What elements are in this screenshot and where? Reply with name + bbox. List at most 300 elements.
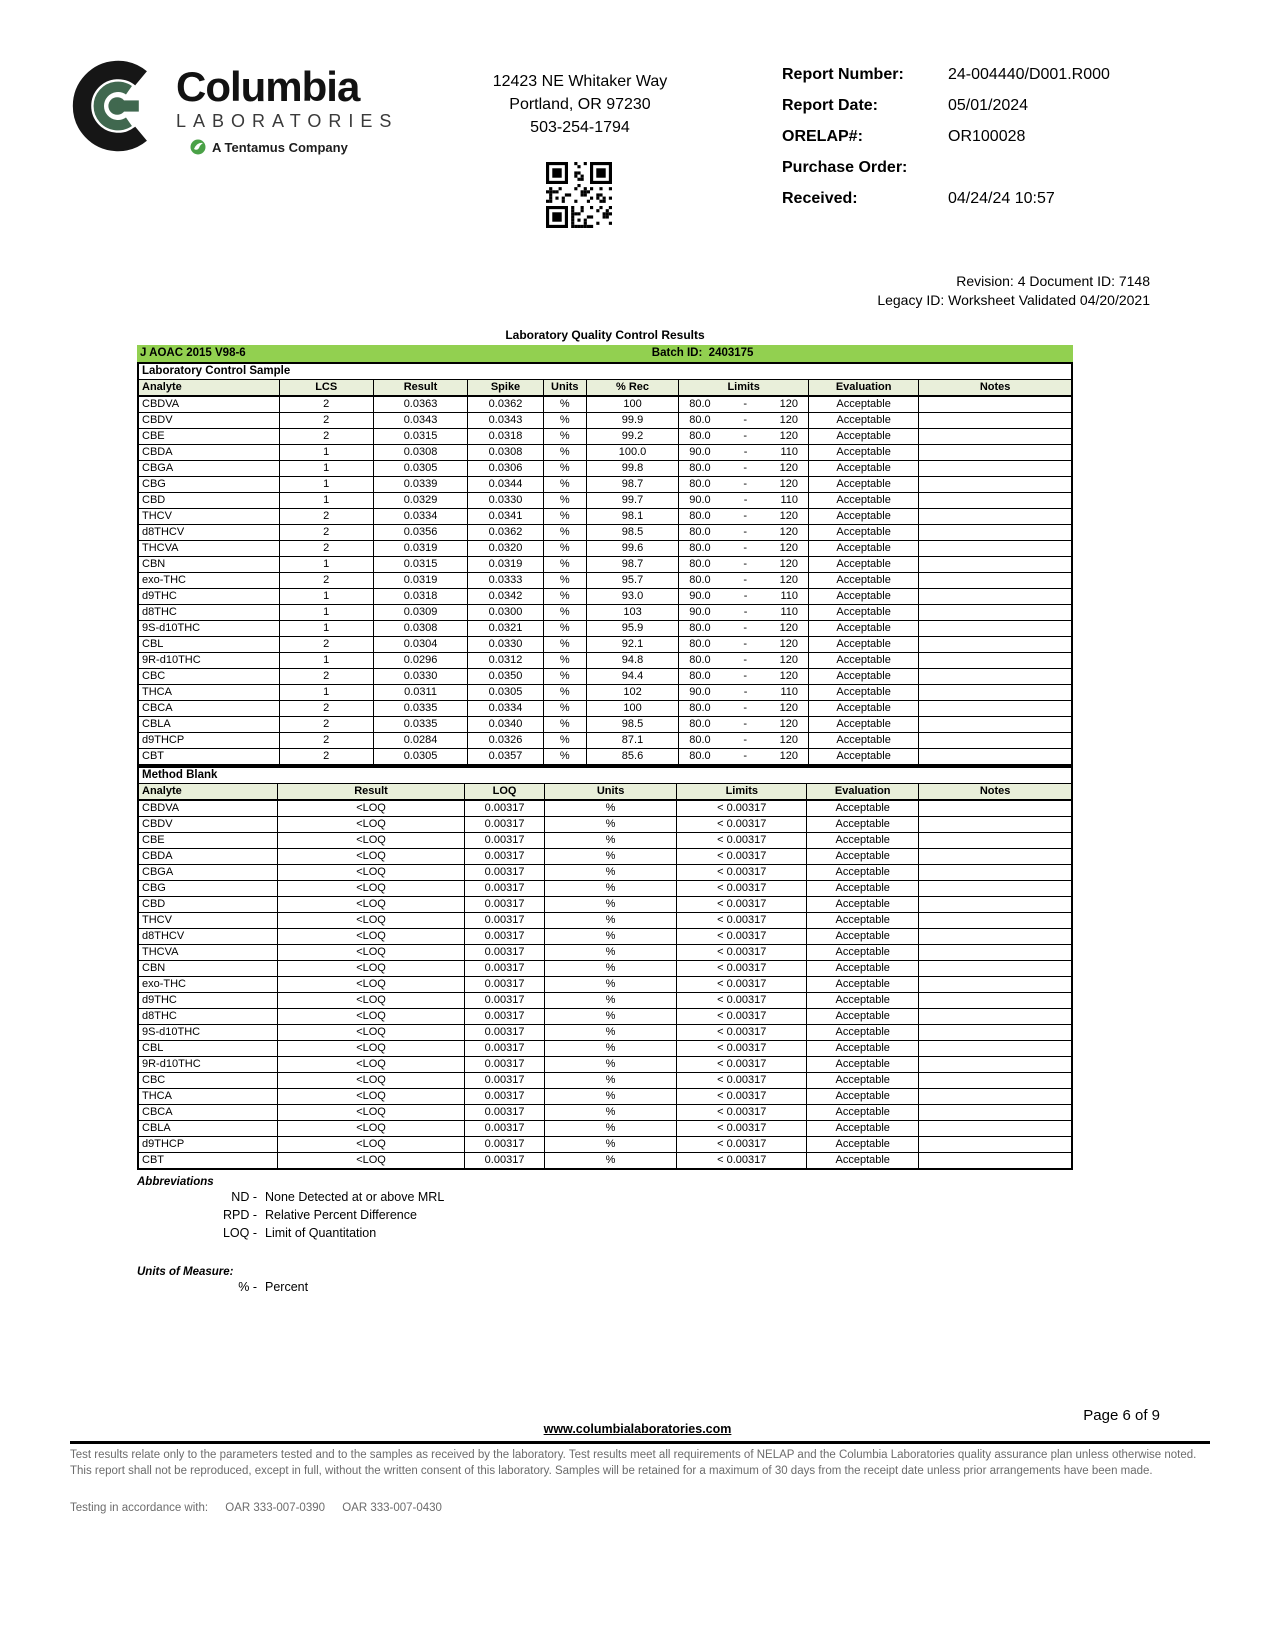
limits-cell: < 0.00317 [677,817,807,833]
lcs-cell: 2 [279,669,373,685]
result-cell: <LOQ [277,1009,465,1025]
lcs-row [138,493,1072,509]
units-cell: % [544,1105,677,1121]
notes-cell [919,396,1072,413]
evaluation-cell: Acceptable [809,461,919,477]
loq-cell: 0.00317 [465,1137,544,1153]
lcs-cell: 2 [279,413,373,429]
evaluation-cell: Acceptable [807,1121,919,1137]
analyte-cell: CBD [138,493,279,509]
limits-cell: < 0.00317 [677,1121,807,1137]
spike-cell: 0.0330 [468,637,544,653]
units-cell: % [543,477,586,493]
mb-row [138,913,1072,929]
lab-address [430,70,730,139]
mb-col-analyte: Analyte [138,784,277,801]
limits-cell: < 0.00317 [677,913,807,929]
lcs-cell: 2 [279,749,373,766]
analyte-cell: d8THC [138,1009,277,1025]
lcs-cell: 2 [279,509,373,525]
limits-cell: 80.0 - 120 [679,621,809,637]
limits-cell: 90.0 - 110 [679,605,809,621]
units-cell: % [544,1153,677,1170]
result-cell: 0.0305 [373,461,467,477]
result-cell: <LOQ [277,961,465,977]
footer-testing-standards [70,1502,442,1514]
evaluation-cell: Acceptable [809,733,919,749]
rec-cell: 95.7 [586,573,678,589]
mb-col-result: Result [277,784,465,801]
spike-cell: 0.0344 [468,477,544,493]
notes-cell [919,849,1072,865]
units-cell: % [543,605,586,621]
evaluation-cell: Acceptable [809,396,919,413]
uom-percent-key: % - [238,1280,257,1294]
rec-cell: 87.1 [586,733,678,749]
evaluation-cell: Acceptable [809,701,919,717]
notes-cell [919,913,1072,929]
result-cell: <LOQ [277,1089,465,1105]
legacy-id-line: Legacy ID: Worksheet Validated 04/20/2021 [877,292,1150,308]
result-cell: <LOQ [277,817,465,833]
rec-cell: 92.1 [586,637,678,653]
evaluation-cell: Acceptable [807,1025,919,1041]
lcs-row [138,541,1072,557]
analyte-cell: CBG [138,477,279,493]
evaluation-cell: Acceptable [809,525,919,541]
result-cell: <LOQ [277,1137,465,1153]
analyte-cell: CBT [138,1153,277,1170]
limits-cell: 80.0 - 120 [679,461,809,477]
result-cell: <LOQ [277,1153,465,1170]
notes-cell [919,621,1072,637]
rec-cell: 98.7 [586,477,678,493]
units-cell: % [544,800,677,817]
units-cell: % [543,669,586,685]
evaluation-cell: Acceptable [807,1153,919,1170]
mb-row [138,1105,1072,1121]
result-cell: <LOQ [277,945,465,961]
report-date-label: Report Date: [782,97,879,114]
result-cell: 0.0335 [373,701,467,717]
units-cell: % [543,557,586,573]
testing-prefix: Testing in accordance with: [70,1502,209,1514]
limits-cell: < 0.00317 [677,1073,807,1089]
lcs-cell: 1 [279,461,373,477]
mb-row [138,897,1072,913]
lcs-row [138,589,1072,605]
orelap-label: ORELAP#: [782,128,863,145]
limits-cell: 80.0 - 120 [679,637,809,653]
spike-cell: 0.0319 [468,557,544,573]
page-number: Page 6 of 9 [1083,1407,1160,1424]
analyte-cell: CBT [138,749,279,766]
lcs-col-limits: Limits [679,380,809,397]
analyte-cell: CBE [138,429,279,445]
mb-row [138,945,1072,961]
units-cell: % [544,1009,677,1025]
loq-cell: 0.00317 [465,800,544,817]
analyte-cell: d8THCV [138,929,277,945]
loq-cell: 0.00317 [465,945,544,961]
analyte-cell: CBC [138,669,279,685]
mb-row [138,1009,1072,1025]
mb-row [138,961,1072,977]
evaluation-cell: Acceptable [809,749,919,766]
limits-cell: 80.0 - 120 [679,477,809,493]
evaluation-cell: Acceptable [809,509,919,525]
result-cell: 0.0308 [373,621,467,637]
batch-id-label: Batch ID: [651,347,703,359]
spike-cell: 0.0326 [468,733,544,749]
limits-cell: 80.0 - 120 [679,429,809,445]
evaluation-cell: Acceptable [809,477,919,493]
lcs-row [138,509,1072,525]
units-cell: % [543,733,586,749]
lcs-cell: 1 [279,493,373,509]
lcs-cell: 2 [279,733,373,749]
notes-cell [919,881,1072,897]
spike-cell: 0.0305 [468,685,544,701]
result-cell: 0.0343 [373,413,467,429]
notes-cell [919,429,1072,445]
notes-cell [919,1089,1072,1105]
spike-cell: 0.0350 [468,669,544,685]
result-cell: 0.0356 [373,525,467,541]
lcs-cell: 1 [279,605,373,621]
analyte-cell: d9THC [138,589,279,605]
limits-cell: 80.0 - 120 [679,749,809,766]
result-cell: 0.0311 [373,685,467,701]
mb-row [138,1137,1072,1153]
limits-cell: 80.0 - 120 [679,701,809,717]
spike-cell: 0.0342 [468,589,544,605]
abbr-loq [137,1224,1073,1242]
analyte-cell: d9THC [138,993,277,1009]
evaluation-cell: Acceptable [809,605,919,621]
lcs-cell: 2 [279,541,373,557]
units-cell: % [543,541,586,557]
abbr-loq-def: Limit of Quantitation [265,1226,377,1240]
result-cell: 0.0315 [373,429,467,445]
rec-cell: 98.5 [586,525,678,541]
lcs-cell: 1 [279,557,373,573]
evaluation-cell: Acceptable [809,429,919,445]
orelap-value: OR100028 [948,128,1026,145]
evaluation-cell: Acceptable [807,1057,919,1073]
evaluation-cell: Acceptable [809,573,919,589]
rec-cell: 100 [586,396,678,413]
notes-cell [919,733,1072,749]
analyte-cell: CBDA [138,849,277,865]
mb-row [138,865,1072,881]
result-cell: <LOQ [277,833,465,849]
notes-cell [919,557,1072,573]
analyte-cell: CBG [138,881,277,897]
units-cell: % [543,573,586,589]
qr-code [546,162,612,228]
limits-cell: 80.0 - 120 [679,525,809,541]
rec-cell: 99.7 [586,493,678,509]
units-cell: % [543,525,586,541]
lcs-cell: 2 [279,701,373,717]
evaluation-cell: Acceptable [807,929,919,945]
result-cell: <LOQ [277,849,465,865]
limits-cell: 80.0 - 120 [679,413,809,429]
result-cell: <LOQ [277,865,465,881]
notes-cell [919,1041,1072,1057]
evaluation-cell: Acceptable [809,445,919,461]
analyte-cell: CBDV [138,817,277,833]
rec-cell: 98.7 [586,557,678,573]
spike-cell: 0.0357 [468,749,544,766]
analyte-cell: CBN [138,961,277,977]
result-cell: 0.0335 [373,717,467,733]
units-cell: % [544,1041,677,1057]
rec-cell: 99.9 [586,413,678,429]
limits-cell: 80.0 - 120 [679,541,809,557]
analyte-cell: THCVA [138,541,279,557]
lcs-cell: 2 [279,396,373,413]
notes-cell [919,1057,1072,1073]
spike-cell: 0.0306 [468,461,544,477]
lcs-row [138,621,1072,637]
analyte-cell: exo-THC [138,977,277,993]
analyte-cell: CBD [138,897,277,913]
lcs-table-body [138,396,1072,765]
notes-cell [919,461,1072,477]
report-date-value: 05/01/2024 [948,97,1029,114]
analyte-cell: THCV [138,913,277,929]
units-cell: % [544,961,677,977]
analyte-cell: d8THCV [138,525,279,541]
mb-row [138,1073,1072,1089]
notes-cell [919,701,1072,717]
loq-cell: 0.00317 [465,865,544,881]
lcs-col-result: Result [373,380,467,397]
limits-cell: < 0.00317 [677,929,807,945]
evaluation-cell: Acceptable [809,653,919,669]
lcs-row [138,413,1072,429]
lcs-table [137,362,1073,766]
lcs-row [138,461,1072,477]
notes-cell [919,1073,1072,1089]
uom-percent [137,1278,1073,1296]
loq-cell: 0.00317 [465,849,544,865]
notes-cell [919,800,1072,817]
result-cell: <LOQ [277,977,465,993]
logo-tagline: A Tentamus Company [212,139,348,155]
evaluation-cell: Acceptable [807,913,919,929]
evaluation-cell: Acceptable [809,589,919,605]
address-line-2: Portland, OR 97230 [509,96,651,113]
lcs-row [138,717,1072,733]
rec-cell: 99.8 [586,461,678,477]
rec-cell: 94.8 [586,653,678,669]
lcs-row [138,477,1072,493]
spike-cell: 0.0340 [468,717,544,733]
result-cell: <LOQ [277,881,465,897]
analyte-cell: CBLA [138,717,279,733]
method-name: J AOAC 2015 V98-6 [140,347,246,359]
units-cell: % [544,897,677,913]
loq-cell: 0.00317 [465,1089,544,1105]
spike-cell: 0.0318 [468,429,544,445]
units-cell: % [544,1057,677,1073]
abbr-rpd [137,1206,1073,1224]
loq-cell: 0.00317 [465,977,544,993]
lcs-col-analyte: Analyte [138,380,279,397]
rec-cell: 99.2 [586,429,678,445]
lcs-row [138,429,1072,445]
notes-cell [919,1025,1072,1041]
result-cell: <LOQ [277,993,465,1009]
units-cell: % [544,833,677,849]
evaluation-cell: Acceptable [807,977,919,993]
notes-cell [919,1009,1072,1025]
evaluation-cell: Acceptable [807,1089,919,1105]
analyte-cell: d9THCP [138,733,279,749]
loq-cell: 0.00317 [465,993,544,1009]
lcs-row [138,573,1072,589]
result-cell: <LOQ [277,800,465,817]
evaluation-cell: Acceptable [807,849,919,865]
company-logo [70,58,398,155]
units-cell: % [543,653,586,669]
evaluation-cell: Acceptable [807,833,919,849]
limits-cell: 90.0 - 110 [679,445,809,461]
evaluation-cell: Acceptable [807,800,919,817]
mb-row [138,1041,1072,1057]
notes-cell [919,477,1072,493]
mb-row [138,1121,1072,1137]
result-cell: 0.0329 [373,493,467,509]
lcs-cell: 1 [279,685,373,701]
limits-cell: < 0.00317 [677,961,807,977]
website-link[interactable]: www.columbialaboratories.com [543,1422,732,1436]
logo-name: Columbia [176,63,360,110]
units-cell: % [543,396,586,413]
notes-cell [919,865,1072,881]
loq-cell: 0.00317 [465,929,544,945]
result-cell: 0.0309 [373,605,467,621]
abbr-loq-key: LOQ - [222,1226,257,1240]
rec-cell: 98.1 [586,509,678,525]
limits-cell: 90.0 - 110 [679,493,809,509]
notes-cell [919,445,1072,461]
result-cell: 0.0319 [373,573,467,589]
abbr-nd-def: None Detected at or above MRL [265,1190,445,1204]
rec-cell: 94.4 [586,669,678,685]
units-cell: % [543,413,586,429]
units-cell: % [544,993,677,1009]
notes-cell [919,589,1072,605]
lcs-row [138,525,1072,541]
result-cell: 0.0319 [373,541,467,557]
spike-cell: 0.0343 [468,413,544,429]
loq-cell: 0.00317 [465,913,544,929]
loq-cell: 0.00317 [465,1153,544,1170]
evaluation-cell: Acceptable [809,717,919,733]
notes-cell [919,929,1072,945]
limits-cell: < 0.00317 [677,993,807,1009]
lcs-row [138,733,1072,749]
spike-cell: 0.0312 [468,653,544,669]
units-cell: % [543,621,586,637]
limits-cell: 80.0 - 120 [679,573,809,589]
notes-cell [919,945,1072,961]
result-cell: <LOQ [277,929,465,945]
limits-cell: < 0.00317 [677,945,807,961]
mb-col-limits: Limits [677,784,807,801]
loq-cell: 0.00317 [465,1105,544,1121]
address-line-1: 12423 NE Whitaker Way [492,73,668,90]
units-cell: % [543,749,586,766]
lcs-col-rec: % Rec [586,380,678,397]
result-cell: <LOQ [277,1121,465,1137]
analyte-cell: CBGA [138,461,279,477]
analyte-cell: THCA [138,1089,277,1105]
abbr-rpd-def: Relative Percent Difference [265,1208,417,1222]
loq-cell: 0.00317 [465,1121,544,1137]
analyte-cell: THCA [138,685,279,701]
notes-cell [919,1121,1072,1137]
lcs-row [138,445,1072,461]
limits-cell: < 0.00317 [677,800,807,817]
result-cell: 0.0330 [373,669,467,685]
units-cell: % [544,1121,677,1137]
units-cell: % [543,445,586,461]
analyte-cell: CBDVA [138,396,279,413]
analyte-cell: CBCA [138,701,279,717]
limits-cell: < 0.00317 [677,849,807,865]
received-value: 04/24/24 10:57 [948,190,1055,207]
limits-cell: 80.0 - 120 [679,509,809,525]
testing-standard-1: OAR 333-007-0390 [225,1502,326,1514]
analyte-cell: CBC [138,1073,277,1089]
notes-cell [919,1153,1072,1170]
evaluation-cell: Acceptable [807,1137,919,1153]
notes-cell [919,637,1072,653]
mb-row [138,1089,1072,1105]
lcs-cell: 2 [279,637,373,653]
notes-cell [919,413,1072,429]
method-blank-table [137,766,1073,1170]
qc-title: Laboratory Quality Control Results [505,328,705,342]
result-cell: <LOQ [277,913,465,929]
result-cell: 0.0318 [373,589,467,605]
analyte-cell: THCVA [138,945,277,961]
lcs-row [138,396,1072,413]
result-cell: 0.0284 [373,733,467,749]
evaluation-cell: Acceptable [809,621,919,637]
notes-cell [919,605,1072,621]
spike-cell: 0.0320 [468,541,544,557]
rec-cell: 100.0 [586,445,678,461]
analyte-cell: CBCA [138,1105,277,1121]
abbr-nd [137,1188,1073,1206]
notes-cell [919,493,1072,509]
notes-cell [919,1105,1072,1121]
units-cell: % [544,1089,677,1105]
analyte-cell: CBN [138,557,279,573]
batch-id-value: 2403175 [708,347,754,359]
units-cell: % [543,509,586,525]
mb-row [138,849,1072,865]
report-number-value: 24-004440/D001.R000 [948,66,1110,83]
spike-cell: 0.0333 [468,573,544,589]
analyte-cell: d8THC [138,605,279,621]
